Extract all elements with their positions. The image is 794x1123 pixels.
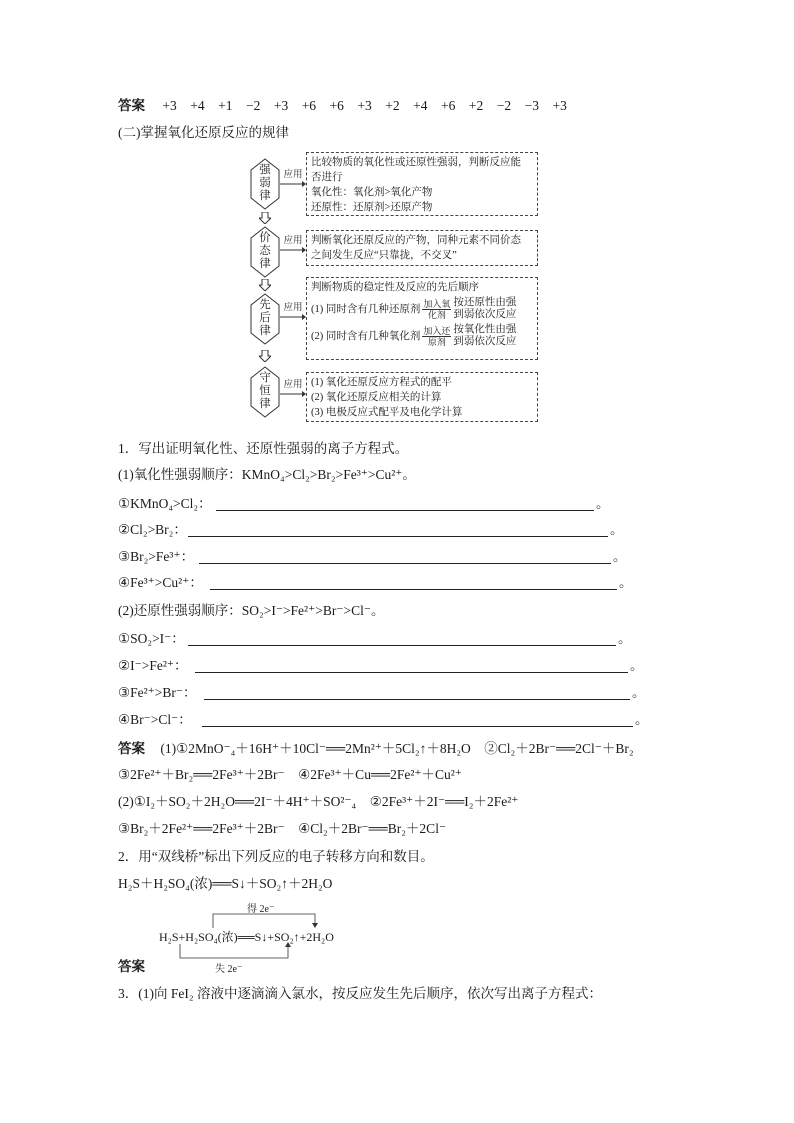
q3-title: 3．(1)向 FeI₂ 溶液中逐滴滴入氯水，按反应发生先后顺序，依次写出离子方程式： (118, 986, 602, 1001)
q1-part2: (2)还原性强弱顺序：SO₂>I⁻>Fe²⁺>Br⁻>Cl⁻。 (118, 603, 385, 618)
answer-blank[interactable] (188, 645, 616, 646)
answer-blank[interactable] (202, 726, 633, 727)
law-name: 守 恒 律 (259, 372, 271, 410)
q2-equation: H₂S＋H₂SO₄(浓)══S↓＋SO₂↑＋2H₂O (118, 876, 333, 891)
down-arrow-icon (259, 350, 271, 362)
q1-item-label: ②I⁻>Fe²⁺： (118, 658, 188, 673)
law-name: 强 弱 律 (259, 164, 271, 202)
q1-answer-line: ③Br₂＋2Fe²⁺══2Fe³⁺＋2Br⁻ ④Cl₂＋2Br⁻══Br₂＋2Cl⁻ (118, 821, 447, 836)
answer-blank[interactable] (199, 563, 611, 564)
q1-item-label: ②Cl₂>Br₂： (118, 522, 187, 537)
q1-item-label: ①SO₂>I⁻： (118, 631, 185, 646)
gain-label: 得 2e⁻ (247, 904, 275, 915)
q1-item-label: ③Fe²⁺>Br⁻： (118, 685, 197, 700)
answer-blank[interactable] (195, 672, 628, 673)
q1-item-label: ③Br₂>Fe³⁺： (118, 549, 195, 564)
law-conservation-node (250, 366, 280, 418)
law-valence-box: 判断氧化还原反应的产物，同种元素不同价态 之间发生反应“只靠拢，不交叉” (306, 230, 538, 266)
order-row-1: (1) 同时含有几种还原剂 $\frac{\text{加入氧}}{\text{化剂}}$ 按还原性由强 到弱依次反应 (311, 297, 517, 320)
section-title: (二)掌握氧化还原反应的规律 (118, 125, 289, 140)
law-order-box: 判断物质的稳定性及反应的先后顺序 (1) 同时含有几种还原剂 $\frac{\text{加入氧}}{\text{化剂}}$ 按还原性由强 到弱依次反应 (2) 同时含有几种氧化剂 $\frac{\text{加入还}}{\text{原剂}}$ 按氧化性由强 到弱依次反应 (306, 277, 538, 360)
q2-answer-label: 答案 (118, 959, 145, 974)
redox-laws-diagram (240, 152, 550, 424)
law-strength-node (250, 158, 280, 210)
answer-blank[interactable] (188, 536, 608, 537)
q1-item-label: ①KMnO₄>Cl₂： (118, 496, 212, 511)
q1-item-label: ④Br⁻>Cl⁻： (118, 712, 192, 727)
bridge-equation: H₂S+H₂SO₄(浓)══S↓+SO₂↑+2H₂O (159, 930, 334, 944)
double-bridge-diagram (155, 900, 415, 975)
apply-arrow: 应用 (280, 303, 306, 321)
q1-title: 1．写出证明氧化性、还原性强弱的离子方程式。 (118, 441, 409, 456)
apply-arrow: 应用 (280, 236, 306, 254)
q2-title: 2．用“双线桥”标出下列反应的电子转移方向和数目。 (118, 849, 434, 864)
down-arrow-icon (259, 279, 271, 291)
law-name: 价 态 律 (259, 232, 271, 270)
law-strength-box: 比较物质的氧化性或还原性强弱，判断反应能 否进行 氧化性：氧化剂>氧化产物 还原性：还原剂>还原产物 (306, 152, 538, 216)
apply-arrow: 应用 (280, 380, 306, 398)
q1-answer-line: (2)①I₂＋SO₂＋2H₂O══2I⁻＋4H⁺＋SO²⁻₄ ②2Fe³⁺＋2I⁻══I₂＋2Fe²⁺ (118, 794, 519, 809)
law-valence-node (250, 226, 280, 278)
order-row-2: (2) 同时含有几种氧化剂 $\frac{\text{加入还}}{\text{原剂}}$ 按氧化性由强 到弱依次反应 (311, 324, 517, 347)
law-conservation-box: (1) 氧化还原反应方程式的配平 (2) 氧化还原反应相关的计算 (3) 电极反应式配平及电化学计算 (306, 372, 538, 422)
lose-label: 失 2e⁻ (215, 964, 243, 975)
q1-part1: (1)氧化性强弱顺序：KMnO₄>Cl₂>Br₂>Fe³⁺>Cu²⁺。 (118, 467, 416, 482)
answer-blank[interactable] (216, 510, 594, 511)
q1-answer-line: 答案 (1)①2MnO⁻₄＋16H⁺＋10Cl⁻══2Mn²⁺＋5Cl₂↑＋8H₂O ②Cl₂＋2Br⁻══2Cl⁻＋Br₂ (118, 741, 634, 756)
law-name: 先 后 律 (259, 299, 271, 337)
answer-label: 答案 (118, 98, 145, 113)
answer-blank[interactable] (210, 589, 617, 590)
q1-answer-line: ③2Fe²⁺＋Br₂══2Fe³⁺＋2Br⁻ ④2Fe³⁺＋Cu══2Fe²⁺＋Cu²⁺ (118, 767, 462, 782)
answer-blank[interactable] (204, 699, 630, 700)
apply-arrow: 应用 (280, 170, 306, 188)
law-order-node (250, 293, 280, 345)
q1-item-label: ④Fe³⁺>Cu²⁺： (118, 575, 203, 590)
top-answer-line (118, 97, 567, 115)
oxidation-state-answers: +3 +4 +1 −2 +3 +6 +6 +3 +2 +4 +6 +2 −2 −3 +3 (162, 98, 567, 113)
down-arrow-icon (259, 212, 271, 224)
